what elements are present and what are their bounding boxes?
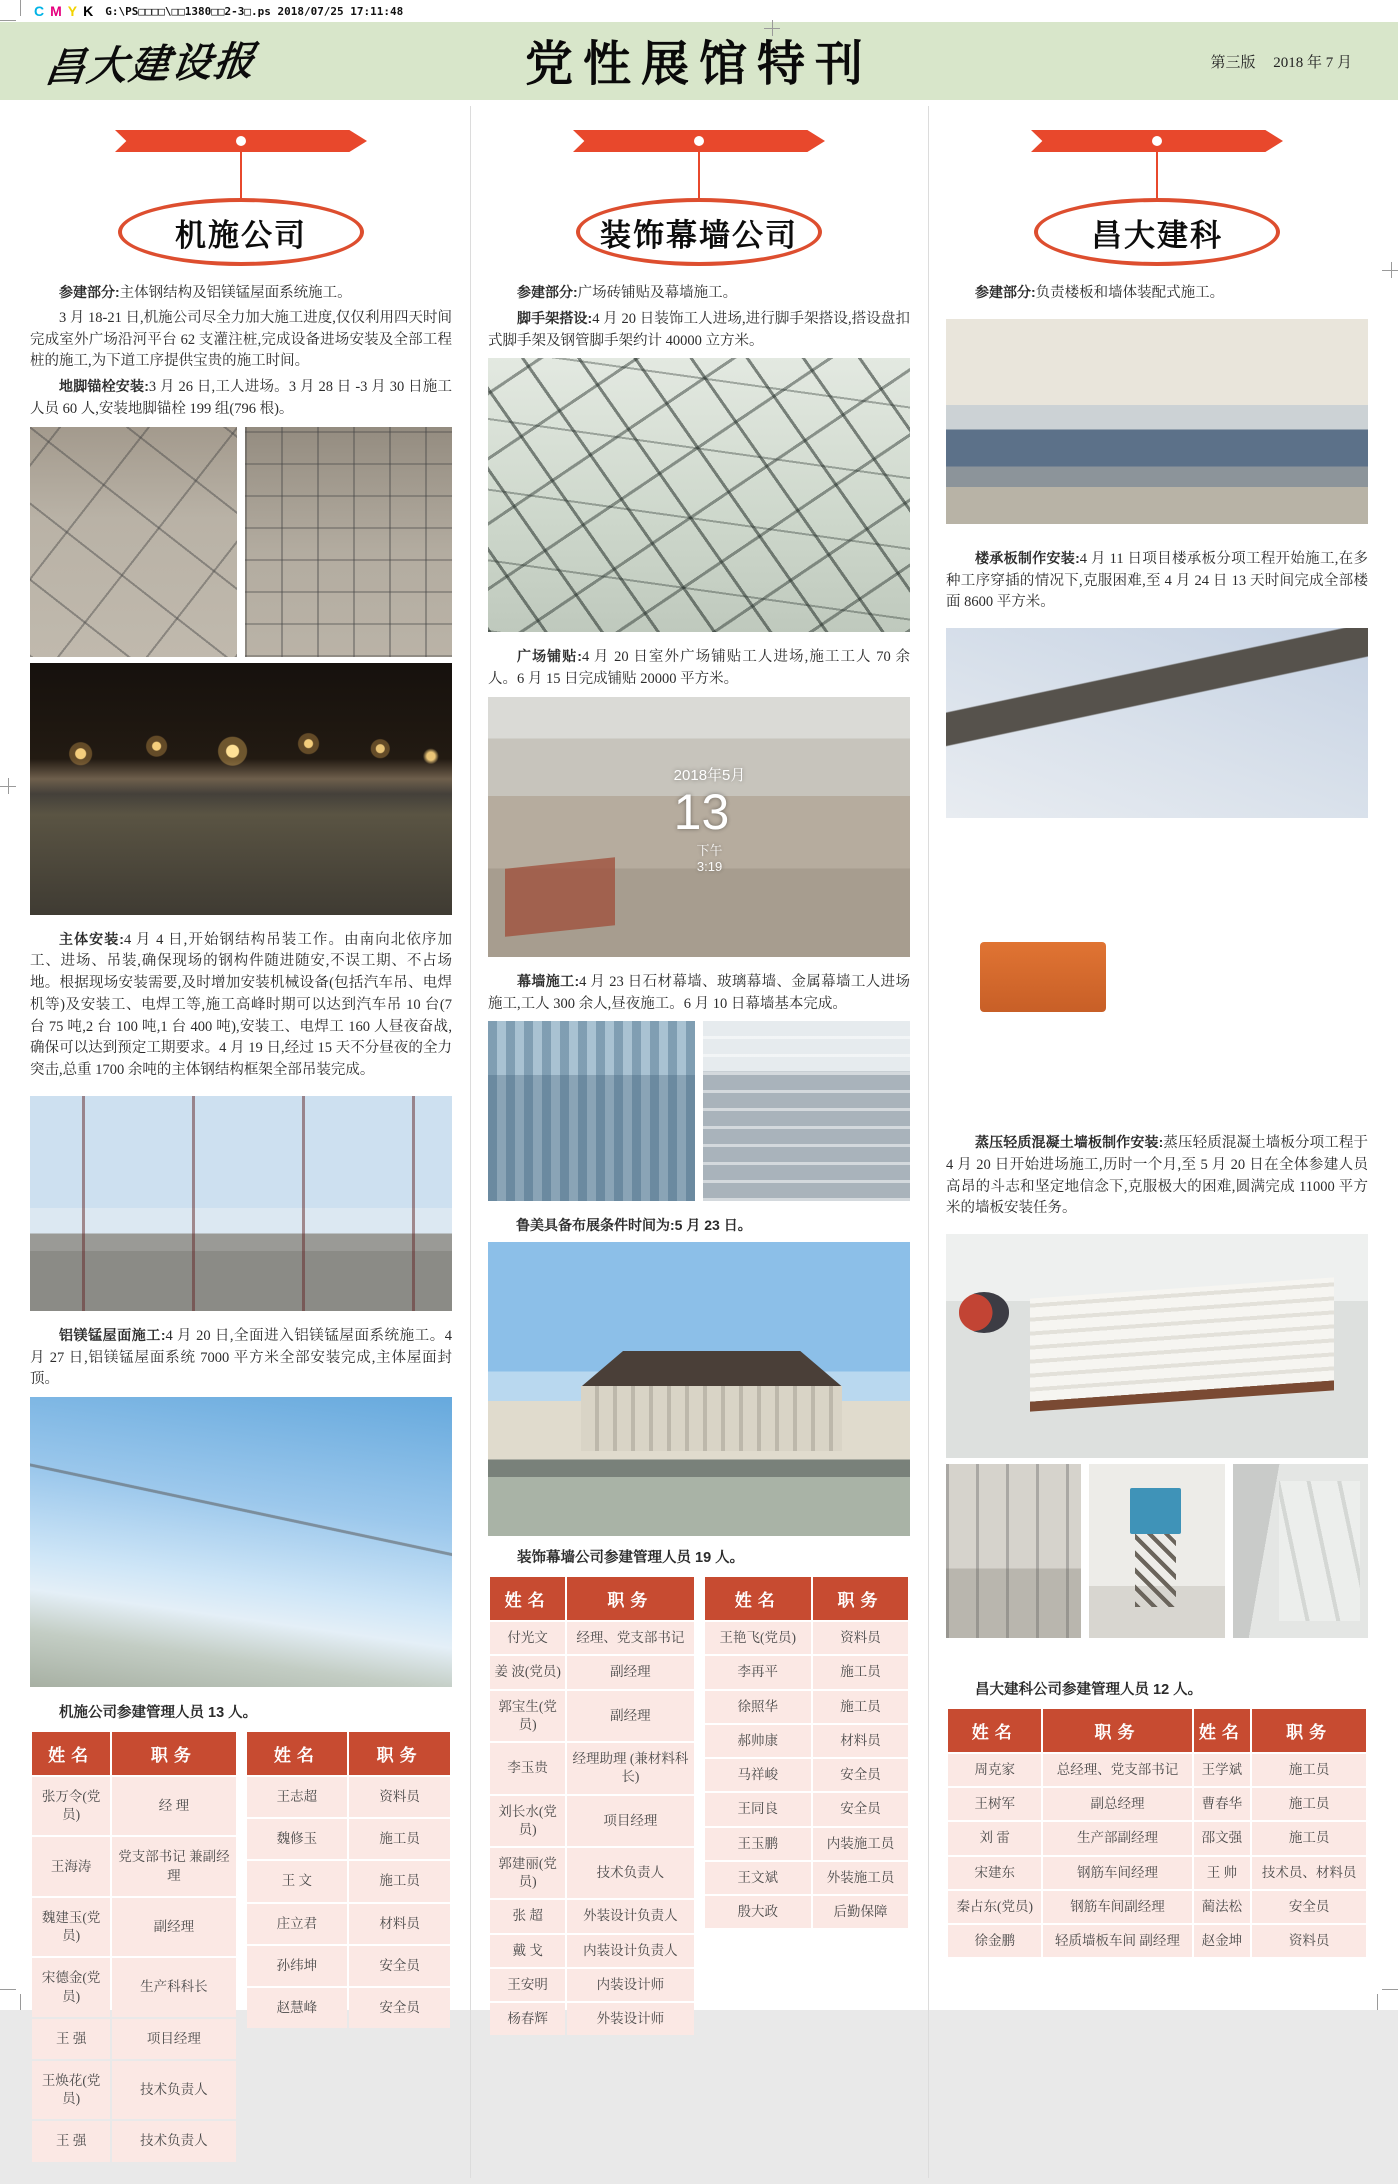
cell-name: 周克家 (948, 1754, 1041, 1786)
cell-name: 徐金鹏 (948, 1925, 1041, 1957)
column-jianke (946, 126, 1368, 2164)
table-row (247, 1988, 451, 2028)
cell-name: 王安明 (490, 1969, 565, 2001)
cell-name: 赵金坤 (1194, 1925, 1251, 1957)
personnel-table-jianke (946, 1707, 1368, 1959)
cell-title: 内装设计师 (567, 1969, 693, 2001)
cmyk-k-mark: K (83, 3, 94, 19)
cell-title: 施工员 (349, 1861, 450, 1901)
cell-name: 王学斌 (1194, 1754, 1251, 1786)
cell-name: 王艳飞(党员) (705, 1622, 812, 1654)
table-caption-jianke: 昌大建科公司参建管理人员 12 人。 (975, 1682, 1203, 1698)
photo-row-curtain-wall (488, 1021, 910, 1201)
cell-title: 施工员 (349, 1819, 450, 1859)
photo-row-panel-install (946, 1464, 1368, 1638)
cell-name: 王树军 (948, 1788, 1041, 1820)
masthead (0, 22, 1398, 100)
cell-title: 技术负责人 (112, 2061, 235, 2119)
cell-name: 戴 戈 (490, 1935, 565, 1967)
table-row (32, 2019, 236, 2059)
cell-title: 经理助理 (兼材料科长) (567, 1743, 693, 1793)
table-row (705, 1622, 909, 1654)
col-header-title: 职务 (112, 1732, 235, 1775)
table-row (948, 1891, 1366, 1923)
cell-title: 安全员 (349, 1946, 450, 1986)
table-row (247, 1819, 451, 1859)
ribbon-banner-icon (573, 130, 825, 152)
col-header-name: 姓名 (32, 1732, 110, 1775)
cell-name: 姜 波(党员) (490, 1656, 565, 1688)
photo-night-construction (30, 663, 452, 915)
col-header-name: 姓名 (247, 1732, 348, 1775)
table-row (948, 1822, 1366, 1854)
ribbon-dot-icon (694, 136, 704, 146)
cell-name: 张 超 (490, 1900, 565, 1932)
table-row (490, 1935, 694, 1967)
table-row (247, 1777, 451, 1817)
photo-workers-group (946, 319, 1368, 524)
cell-title: 资料员 (1252, 1925, 1366, 1957)
crop-mark (20, 1994, 21, 2010)
cell-name: 王 强 (32, 2019, 110, 2059)
table-row (705, 1793, 909, 1825)
cell-title: 副经理 (112, 1898, 235, 1956)
table-row (490, 1848, 694, 1898)
column-zhuangshi (488, 126, 910, 2164)
cell-title: 项目经理 (112, 2019, 235, 2059)
paragraph: 广场铺贴:4 月 20 日室外广场铺贴工人进场,施工工人 70 余人。6 月 15 日完成铺贴 20000 平方米。 (488, 648, 910, 687)
cell-name: 曹春华 (1194, 1788, 1251, 1820)
crop-mark (8, 778, 9, 794)
cell-name: 郭宝生(党员) (490, 1691, 565, 1741)
crop-mark (0, 20, 16, 21)
photo-scissor-lift (1089, 1464, 1224, 1638)
cell-title: 生产科科长 (112, 1958, 235, 2016)
section-badge-zhuangshi (488, 130, 910, 266)
cmyk-y-mark: Y (67, 3, 78, 19)
crop-mark (20, 0, 21, 16)
cell-title: 钢筋车间经理 (1043, 1857, 1191, 1889)
personnel-table-left (488, 1575, 696, 2037)
col-header-title: 职务 (349, 1732, 450, 1775)
col-header-name: 姓名 (490, 1577, 565, 1620)
photo-scaffolding (488, 358, 910, 632)
cell-name: 郭建丽(党员) (490, 1848, 565, 1898)
cell-name: 徐照华 (705, 1691, 812, 1723)
photo-row-anchor-bolts (30, 427, 452, 657)
paragraph: 3 月 18-21 日,机施公司尽全力加大施工进度,仅仅利用四天时间完成室外广场沿河平台 62 支灌注桩,完成设备进场安装及全部工程桩的施工,为下道工序提供宝贵的施工时间。 (30, 309, 452, 370)
table-row (705, 1828, 909, 1860)
cell-name: 刘 雷 (948, 1822, 1041, 1854)
photo-anchor-bolt-cage-right (245, 427, 452, 657)
photo-curtain-wall-left (488, 1021, 695, 1201)
badge-title: 昌大建科 (1034, 198, 1280, 266)
badge-stem (1156, 152, 1158, 198)
paragraph: 幕墙施工:4 月 23 日石材幕墙、玻璃幕墙、金属幕墙工人进场施工,工人 300 余人,昼夜施工。6 月 10 日幕墙基本完成。 (488, 972, 910, 1012)
cell-title: 材料员 (349, 1904, 450, 1944)
paragraph: 脚手架搭设:4 月 20 日装饰工人进场,进行脚手架搭设,搭设盘扣式脚手架及钢管脚手架约计 40000 立方米。 (488, 309, 911, 349)
cell-name: 宋德金(党员) (32, 1958, 110, 2016)
ribbon-dot-icon (236, 136, 246, 146)
photo-roof-crane-sky (30, 1397, 452, 1687)
paragraph: 地脚锚栓安装:3 月 26 日,工人进场。3 月 28 日 -3 月 30 日施工人员 60 人,安装地脚锚栓 199 组(796 根)。 (30, 378, 453, 417)
cell-title: 施工员 (813, 1656, 908, 1688)
cell-title: 副经理 (567, 1691, 693, 1741)
table-caption-zhuangshi: 装饰幕墙公司参建管理人员 19 人。 (517, 1550, 745, 1567)
table-row (32, 2121, 236, 2161)
table-row (32, 1837, 236, 1895)
table-row (32, 2061, 236, 2119)
cell-title: 党支部书记 兼副经理 (112, 1837, 235, 1895)
table-row (948, 1925, 1366, 1957)
cell-name: 刘长水(党员) (490, 1796, 565, 1846)
paragraph: 蒸压轻质混凝土墙板制作安装:蒸压轻质混凝土墙板分项工程于 4 月 20 日开始进场施工,历时一个月,至 5 月 20 日在全体参建人员高昂的斗志和坚定地信念下,克服极大的困难,圆满完成 11000 平方米的墙板安装任务。 (946, 1134, 1368, 1217)
badge-title: 机施公司 (118, 198, 364, 266)
table-row (705, 1862, 909, 1894)
cell-title: 项目经理 (567, 1796, 693, 1846)
table-row (948, 1857, 1366, 1889)
table-row (705, 1691, 909, 1723)
cell-title: 经 理 (112, 1777, 235, 1835)
paragraph: 参建部分:负责楼板和墙体装配式施工。 (975, 284, 1225, 301)
photo-wall-panel-stack (946, 1234, 1368, 1458)
cell-name: 王 帅 (1194, 1857, 1251, 1889)
cell-title: 总经理、党支部书记 (1043, 1754, 1191, 1786)
cell-name: 王文斌 (705, 1862, 812, 1894)
edition-info (1196, 51, 1352, 72)
col-header-title: 职务 (1252, 1709, 1366, 1752)
photo-date-stamp: 2018年5月 13 下午 3:19 (673, 767, 746, 875)
col-header-name: 姓名 (948, 1709, 1041, 1752)
content-columns (0, 100, 1398, 2184)
section-badge-jishi (30, 130, 452, 266)
cell-title: 后勤保障 (813, 1896, 908, 1928)
cell-name: 邵文强 (1194, 1822, 1251, 1854)
cell-name: 王 文 (247, 1861, 348, 1901)
cell-title: 生产部副经理 (1043, 1822, 1191, 1854)
table-caption-jishi: 机施公司参建管理人员 13 人。 (59, 1705, 258, 1721)
table-row (705, 1725, 909, 1757)
newspaper-logo: 昌大建设报 (42, 37, 259, 91)
cell-title: 安全员 (813, 1759, 908, 1791)
table-row (948, 1788, 1366, 1820)
table-row (32, 1958, 236, 2016)
crop-mark (0, 1989, 16, 1990)
cell-name: 李再平 (705, 1656, 812, 1688)
cell-name: 王同良 (705, 1793, 812, 1825)
personnel-tables-zhuangshi (488, 1575, 910, 2037)
table-row (705, 1896, 909, 1928)
cell-title: 施工员 (813, 1691, 908, 1723)
prepress-file-info: G:\PS□□□□\□□1380□□2-3□.ps 2018/07/25 17:11:48 (105, 4, 404, 18)
col-header-title: 职务 (567, 1577, 693, 1620)
photo-anchor-bolt-cage-left (30, 427, 237, 657)
cell-name: 郝帅康 (705, 1725, 812, 1757)
photo-floor-deck-lifting (946, 628, 1368, 818)
cell-title: 施工员 (1252, 1754, 1366, 1786)
paragraph: 铝镁锰屋面施工:4 月 20 日,全面进入铝镁锰屋面系统施工。4 月 27 日,铝镁锰屋面系统 7000 平方米全部安装完成,主体屋面封顶。 (30, 1326, 452, 1388)
cell-title: 施工员 (1252, 1788, 1366, 1820)
ribbon-banner-icon (115, 130, 367, 152)
cell-name: 李玉贵 (490, 1743, 565, 1793)
cell-title: 材料员 (813, 1725, 908, 1757)
paragraph: 参建部分:主体钢结构及铝镁锰屋面系统施工。 (59, 284, 352, 301)
cell-name: 殷大政 (705, 1896, 812, 1928)
table-row (490, 1743, 694, 1793)
cell-title: 外装设计负责人 (567, 1900, 693, 1932)
cell-name: 张万令(党员) (32, 1777, 110, 1835)
section-badge-jianke (946, 130, 1368, 266)
badge-title: 装饰幕墙公司 (576, 198, 822, 266)
table-row (705, 1656, 909, 1688)
badge-stem (698, 152, 700, 198)
cell-title: 内装设计负责人 (567, 1935, 693, 1967)
cell-title: 外装施工员 (813, 1862, 908, 1894)
crop-mark (1377, 1994, 1378, 2010)
paragraph: 参建部分:广场砖铺贴及幕墙施工。 (517, 284, 738, 301)
photo-curtain-wall-right (703, 1021, 910, 1201)
cell-name: 秦占东(党员) (948, 1891, 1041, 1923)
registration-mark (764, 28, 780, 29)
cell-name: 王志超 (247, 1777, 348, 1817)
cell-title: 钢筋车间副经理 (1043, 1891, 1191, 1923)
ribbon-banner-icon (1031, 130, 1283, 152)
paragraph: 楼承板制作安装:4 月 11 日项目楼承板分项工程开始施工,在多种工序穿插的情况下,克服困难,至 4 月 24 日 13 天时间完成全部楼面 8600 平方米。 (946, 549, 1368, 611)
table-row (490, 1900, 694, 1932)
cell-name: 孙纬坤 (247, 1946, 348, 1986)
table-row (948, 1754, 1366, 1786)
col-header-title: 职务 (1043, 1709, 1191, 1752)
table-row (247, 1904, 451, 1944)
column-jishi (30, 126, 452, 2164)
table-row (490, 1969, 694, 2001)
cell-title: 内装施工员 (813, 1828, 908, 1860)
personnel-table-right (245, 1730, 453, 2030)
personnel-table-right (703, 1575, 911, 1930)
cell-title: 副总经理 (1043, 1788, 1191, 1820)
cell-name: 魏修玉 (247, 1819, 348, 1859)
paragraph: 主体安装:4 月 4 日,开始钢结构吊装工作。由南向北依序加工、进场、吊装,确保现场的钢构件随进随安,不误工期、不占场地。根据现场安装需要,及时增加安装机械设备(包括汽车吊、电焊机等)及安装工、电焊工等,施工高峰时期可以达到汽车吊 10 台(7 台 75 吨,2 台 100 吨,1 台 400 吨),安装工、电焊工 160 人昼夜奋战,确保可以达到预定工期要求。4 月 19 日,经过 15 天不分昼夜的全力突击,总重 1700 余吨的主体钢结构框架全部吊装完成。 (30, 930, 452, 1078)
table-row (490, 2003, 694, 2035)
cell-name: 王焕花(党员) (32, 2061, 110, 2119)
cell-title: 安全员 (1252, 1891, 1366, 1923)
crop-mark (1382, 1989, 1398, 1990)
table-row (490, 1796, 694, 1846)
edition-number: 第三版 (1210, 54, 1256, 71)
col-header-title: 职务 (813, 1577, 908, 1620)
cmyk-c-mark: C (34, 3, 45, 19)
cell-name: 王玉鹏 (705, 1828, 812, 1860)
cell-title: 资料员 (813, 1622, 908, 1654)
cell-name: 宋建东 (948, 1857, 1041, 1889)
table-row (490, 1622, 694, 1654)
col-header-name: 姓名 (705, 1577, 812, 1620)
cell-name: 付光文 (490, 1622, 565, 1654)
cell-title: 施工员 (1252, 1822, 1366, 1854)
cell-title: 副经理 (567, 1656, 693, 1688)
crop-mark (1382, 270, 1398, 271)
cell-name: 蔺法松 (1194, 1891, 1251, 1923)
personnel-table-left (30, 1730, 238, 2164)
col-header-name: 姓名 (1194, 1709, 1251, 1752)
photo-exhibition-hall (488, 1242, 910, 1536)
cell-name: 王 强 (32, 2121, 110, 2161)
cell-title: 技术负责人 (567, 1848, 693, 1898)
photo-finished-wall (1233, 1464, 1368, 1638)
page-title: 党性展馆特刊 (524, 38, 874, 92)
cell-title: 资料员 (349, 1777, 450, 1817)
photo-panel-installation (946, 1464, 1081, 1638)
table-row (705, 1759, 909, 1791)
ribbon-dot-icon (1152, 136, 1162, 146)
photo-factory-interior (946, 824, 1368, 1092)
cell-title: 经理、党支部书记 (567, 1622, 693, 1654)
cell-name: 赵慧峰 (247, 1988, 348, 2028)
cmyk-m-mark: M (50, 3, 62, 19)
cell-title: 安全员 (813, 1793, 908, 1825)
table-row (247, 1946, 451, 1986)
table-row (32, 1898, 236, 1956)
cell-title: 技术员、材料员 (1252, 1857, 1366, 1889)
table-row (490, 1656, 694, 1688)
cell-name: 魏建玉(党员) (32, 1898, 110, 1956)
cell-name: 杨春辉 (490, 2003, 565, 2035)
table-row (247, 1861, 451, 1901)
cell-title: 外装设计师 (567, 2003, 693, 2035)
cell-title: 轻质墙板车间 副经理 (1043, 1925, 1191, 1957)
cell-title: 技术负责人 (112, 2121, 235, 2161)
cell-title: 安全员 (349, 1988, 450, 2028)
photo-plaza-paving (488, 697, 910, 957)
personnel-tables-jishi (30, 1730, 452, 2164)
cell-name: 马祥峻 (705, 1759, 812, 1791)
edition-date: 2018 年 7 月 (1273, 54, 1352, 71)
prepress-bar (0, 0, 1398, 22)
cell-name: 庄立君 (247, 1904, 348, 1944)
table-row (490, 1691, 694, 1741)
badge-stem (240, 152, 242, 198)
cell-name: 王海涛 (32, 1837, 110, 1895)
paragraph-exhibit-date: 鲁美具备布展条件时间为:5 月 23 日。 (516, 1217, 752, 1234)
table-row (32, 1777, 236, 1835)
photo-steel-erection-cranes (30, 1096, 452, 1311)
